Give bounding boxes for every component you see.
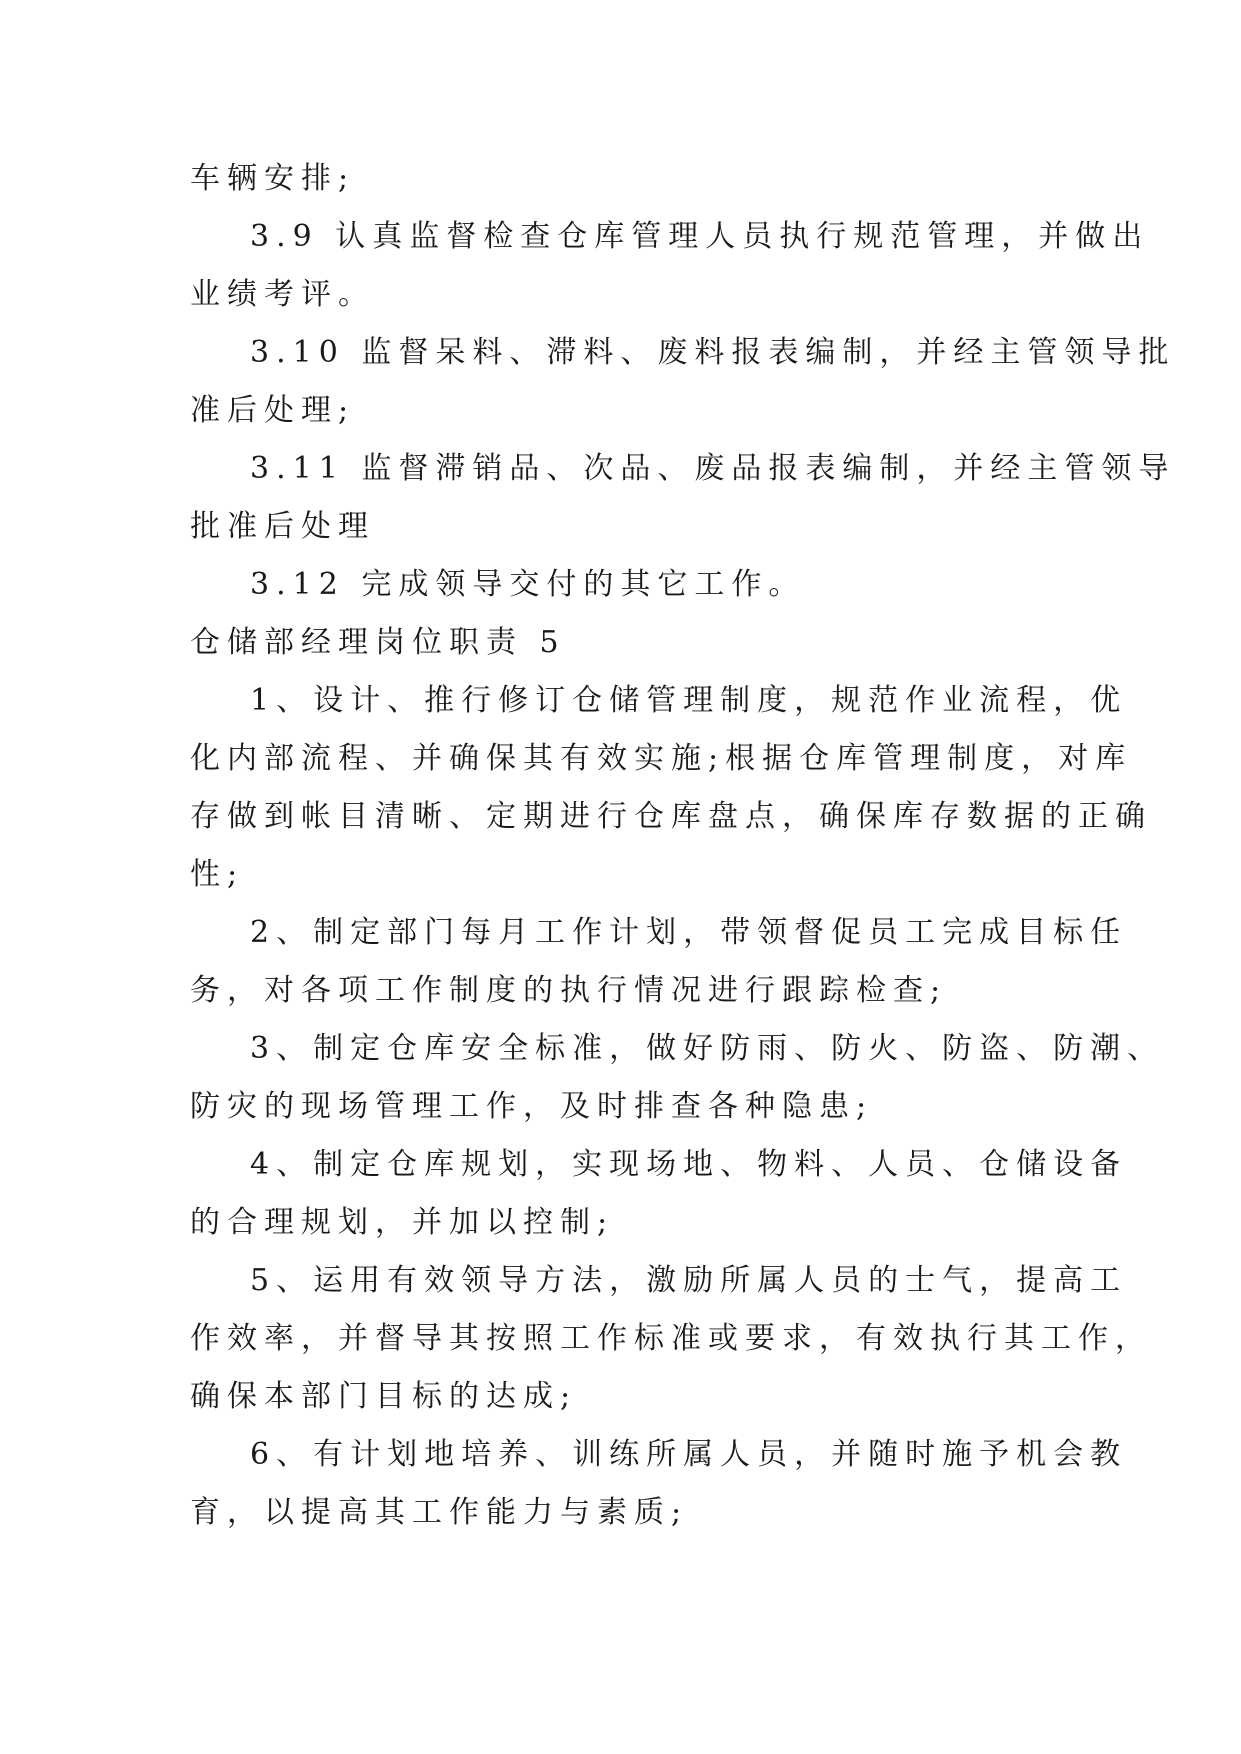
text-line: 6、有计划地培养、训练所属人员，并随时施予机会教 [250, 1437, 1128, 1472]
text-line: 3.12 完成领导交付的其它工作。 [250, 567, 806, 602]
document-page [190, 150, 1176, 1542]
text-line: 业绩考评。 [190, 277, 375, 312]
text-line: 3、制定仓库安全标准，做好防雨、防火、防盗、防潮、 [250, 1031, 1165, 1066]
text-line: 的合理规划，并加以控制; [190, 1205, 615, 1240]
text-line: 确保本部门目标的达成; [190, 1379, 578, 1414]
text-line: 存做到帐目清晰、定期进行仓库盘点，确保库存数据的正确 [190, 799, 1152, 834]
section-heading: 仓储部经理岗位职责 5 [190, 625, 566, 660]
text-line: 准后处理; [190, 393, 356, 428]
text-line: 3.10 监督呆料、滞料、废料报表编制，并经主管领导批 [250, 335, 1176, 370]
text-line: 2、制定部门每月工作计划，带领督促员工完成目标任 [250, 915, 1128, 950]
text-line: 性; [190, 857, 245, 892]
text-line: 务，对各项工作制度的执行情况进行跟踪检查; [190, 973, 948, 1008]
text-line: 批准后处理 [190, 509, 375, 544]
text-line: 作效率，并督导其按照工作标准或要求，有效执行其工作， [190, 1321, 1152, 1356]
text-line: 5、运用有效领导方法，激励所属人员的士气，提高工 [250, 1263, 1128, 1298]
text-line: 防灾的现场管理工作，及时排查各种隐患; [190, 1089, 874, 1124]
text-line: 1、设计、推行修订仓储管理制度，规范作业流程，优 [250, 683, 1128, 718]
text-line: 育，以提高其工作能力与素质; [190, 1495, 689, 1530]
text-line: 3.11 监督滞销品、次品、废品报表编制，并经主管领导 [250, 451, 1176, 486]
text-line: 化内部流程、并确保其有效实施;根据仓库管理制度，对库 [190, 741, 1133, 776]
text-line: 车辆安排; [190, 161, 356, 196]
text-line: 4、制定仓库规划，实现场地、物料、人员、仓储设备 [250, 1147, 1128, 1182]
text-line: 3.9 认真监督检查仓库管理人员执行规范管理，并做出 [250, 219, 1150, 254]
